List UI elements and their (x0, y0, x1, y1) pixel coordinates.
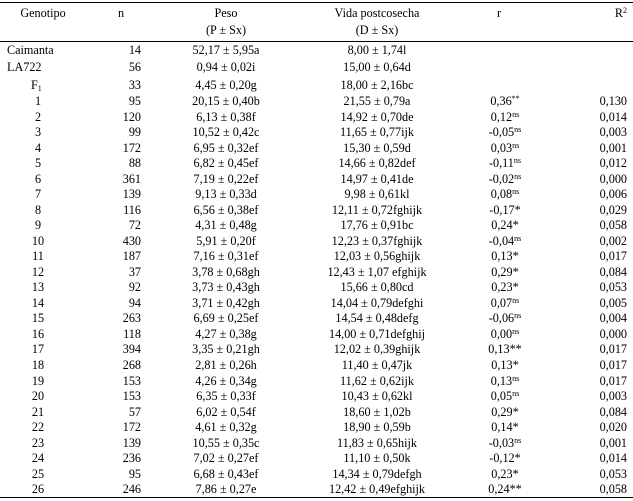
r2-cell: 0,000 (599, 326, 627, 341)
r-value: -0,06 (488, 311, 515, 326)
n-cell: 33 (128, 77, 141, 92)
r2-cell: 0,053 (599, 466, 627, 481)
significance-marker: ns (514, 125, 522, 135)
r2-cell: 0,000 (599, 171, 627, 186)
n-cell: 116 (123, 202, 141, 217)
significance-marker: ns (512, 389, 520, 399)
vida-cell: 17,76 ± 0,91bc (340, 218, 414, 233)
vida-cell: 9,98 ± 0,61kl (344, 187, 410, 202)
r-value: 0,05 (490, 389, 513, 404)
n-cell: 56 (128, 60, 141, 75)
r-value: -0,02 (488, 171, 515, 186)
vida-cell: 14,54 ± 0,48defg (335, 311, 419, 326)
vida-cell: 14,34 ± 0,79defgh (332, 466, 422, 481)
n-cell: 72 (128, 218, 141, 233)
peso-cell: 9,13 ± 0,33d (195, 187, 257, 202)
vida-cell: 18,90 ± 0,59b (343, 420, 411, 435)
n-cell: 37 (128, 264, 141, 279)
genotipo-cell: 8 (34, 202, 42, 217)
r-value: 0,13 (490, 373, 513, 388)
n-cell: 99 (128, 125, 141, 140)
n-cell: 139 (122, 187, 141, 202)
r2-cell: 0,029 (599, 202, 627, 217)
genotipo-cell: 10 (31, 233, 45, 248)
vida-cell: 14,97 ± 0,41de (340, 171, 414, 186)
r2-cell: 0,084 (599, 404, 627, 419)
peso-cell: 7,16 ± 0,31ef (193, 249, 259, 264)
peso-cell: 4,31 ± 0,48g (195, 218, 257, 233)
r2-cell: 0,012 (599, 156, 627, 171)
n-cell: 14 (128, 43, 141, 57)
n-cell: 263 (122, 311, 141, 326)
vida-cell: 12,03 ± 0,56ghijk (333, 249, 421, 264)
genotipo-cell: 6 (34, 171, 42, 186)
significance-marker: ns (512, 373, 520, 383)
r2-cell: 0,003 (599, 389, 627, 404)
significance-marker: ns (514, 311, 522, 321)
r2-cell: 0,053 (599, 280, 627, 295)
r-value: 0,08 (490, 187, 513, 202)
r-value: 0,23* (491, 466, 519, 481)
r-value: 0,24** (488, 482, 522, 497)
vida-cell: 21,55 ± 0,79a (343, 94, 411, 108)
vida-cell: 11,62 ± 0,62ijk (340, 373, 414, 388)
n-cell: 139 (122, 435, 141, 450)
vida-cell: 12,11 ± 0,72fghijk (331, 202, 423, 217)
r-value: -0,03 (488, 435, 515, 450)
genotipo-cell: 20 (31, 389, 45, 404)
n-cell: 57 (128, 404, 141, 419)
r2-cell: 0,003 (599, 125, 627, 140)
peso-cell: 10,52 ± 0,42c (192, 125, 260, 140)
n-cell: 95 (128, 94, 141, 108)
significance-marker: ns (514, 171, 522, 181)
r-value: 0,07 (490, 295, 513, 310)
r-value: 0,23* (491, 280, 519, 295)
significance-marker: ns (513, 156, 522, 166)
vida-cell: 11,10 ± 0,50k (343, 451, 411, 466)
vida-cell: 12,02 ± 0,39ghijk (333, 342, 421, 357)
genotipo-cell: 7 (34, 187, 42, 202)
r2-cell: 0,002 (599, 233, 627, 248)
peso-cell: 52,17 ± 5,95a (192, 43, 260, 57)
peso-cell: 7,02 ± 0,27ef (193, 451, 259, 466)
genotipo-cell: 26 (31, 482, 45, 497)
genotipo-cell: 11 (32, 249, 44, 264)
genotipo-cell: LA722 (7, 60, 42, 75)
r-value: -0,12* (489, 451, 521, 466)
genotipo-cell: 2 (34, 109, 42, 124)
peso-cell: 6,35 ± 0,33f (196, 389, 256, 404)
peso-cell: 7,86 ± 0,27e (195, 482, 257, 497)
r-value: 0,13* (491, 358, 519, 372)
significance-marker: ns (512, 140, 520, 150)
header-r2: $R^2$ (614, 6, 627, 20)
genotipo-cell: 25 (31, 466, 45, 481)
vida-cell: 14,00 ± 0,71defghij (328, 326, 426, 341)
vida-cell: 15,00 ± 0,64d (343, 60, 411, 75)
peso-cell: 2,81 ± 0,26h (195, 358, 257, 372)
significance-marker: ns (512, 109, 520, 119)
r-value: 0,13* (491, 249, 519, 264)
r-value: 0,29* (491, 264, 519, 279)
r-value: -0,11 (488, 156, 514, 171)
n-cell: 246 (122, 482, 141, 497)
vida-cell: 18,60 ± 1,02b (343, 404, 411, 419)
vida-cell: 11,65 ± 0,77ijk (340, 125, 414, 140)
peso-cell: 3,78 ± 0,68gh (192, 264, 260, 279)
peso-cell: 6,68 ± 0,43ef (193, 466, 259, 481)
header-vida-sub: (D ± Sx) (355, 23, 399, 37)
r2-cell: 0,058 (599, 218, 627, 233)
vida-cell: 12,23 ± 0,37fghijk (331, 233, 423, 248)
header-rule (0, 41, 633, 42)
r-value: 0,13** (488, 342, 522, 357)
r-value: -0,17* (489, 202, 521, 217)
n-cell: 88 (128, 156, 141, 171)
n-cell: 236 (122, 451, 141, 466)
n-cell: 94 (128, 295, 141, 310)
r-value: 0,36 (490, 94, 512, 108)
vida-cell: 8,00 ± 1,74l (347, 43, 407, 57)
r2-cell: 0,005 (599, 295, 627, 310)
peso-cell: 6,95 ± 0,32ef (193, 140, 259, 155)
peso-cell: 10,55 ± 0,35c (192, 435, 260, 450)
genotipo-cell: 12 (31, 264, 45, 279)
r-value: 0,12 (490, 109, 513, 124)
genotipo-cell: 21 (31, 404, 45, 419)
genotipo-cell: 17 (31, 342, 45, 357)
n-cell: 92 (128, 280, 141, 295)
header-peso: Peso (214, 6, 238, 20)
peso-cell: 4,26 ± 0,34g (195, 373, 257, 388)
vida-cell: 15,66 ± 0,80cd (340, 280, 414, 295)
r-value: 0,14* (491, 420, 519, 435)
peso-cell: 4,45 ± 0,20g (195, 77, 257, 92)
vida-cell: 14,04 ± 0,79defghi (330, 295, 424, 310)
genotipo-cell: 22 (31, 420, 45, 435)
significance-marker: ** (511, 94, 520, 103)
genotipo-cell: 5 (34, 156, 42, 171)
vida-cell: 10,43 ± 0,62kl (341, 389, 413, 404)
r-value: 0,03 (490, 140, 513, 155)
n-cell: 172 (122, 140, 141, 155)
peso-cell: 3,73 ± 0,43gh (192, 280, 260, 295)
vida-cell: 11,40 ± 0,47jk (341, 358, 413, 372)
header-n: n (117, 6, 125, 20)
genotipo-subscript: 1 (37, 83, 42, 93)
vida-cell: 18,00 ± 2,16bc (340, 77, 414, 92)
n-cell: 153 (122, 389, 141, 404)
n-cell: 172 (122, 420, 141, 435)
genotipo-cell: Caimanta (7, 43, 54, 57)
r2-cell: 0,017 (599, 373, 627, 388)
significance-marker: ns (512, 187, 520, 197)
genotipo-cell: 16 (31, 326, 45, 341)
genotipo-cell: 19 (31, 373, 45, 388)
n-cell: 394 (122, 342, 141, 357)
vida-cell: 11,83 ± 0,65hijk (336, 435, 418, 450)
r2-cell: 0,020 (599, 420, 627, 435)
r-value: 0,29* (491, 404, 519, 419)
genotipo-cell: 9 (34, 218, 42, 233)
significance-marker: ns (512, 326, 520, 336)
top-rule (0, 2, 633, 3)
r2-cell: 0,014 (599, 109, 627, 124)
r2-cell: 0,004 (599, 311, 627, 326)
r-value: -0,05 (488, 125, 515, 140)
header-vida: Vida postcosecha (334, 6, 420, 20)
genotipo-cell: 4 (34, 140, 42, 155)
r2-cell: 0,058 (599, 482, 627, 497)
genotipo-cell (31, 77, 42, 94)
genotipo-cell: 23 (31, 435, 45, 450)
peso-cell: 6,13 ± 0,38f (196, 109, 256, 124)
genotipo-base: F (31, 77, 38, 92)
n-cell: 95 (128, 466, 141, 481)
peso-cell: 20,15 ± 0,40b (192, 94, 260, 108)
bottom-rule (0, 497, 633, 498)
n-cell: 187 (122, 249, 141, 264)
genotipo-cell: 3 (34, 125, 42, 140)
genotipo-cell: 14 (31, 295, 45, 310)
n-cell: 268 (122, 358, 141, 372)
peso-cell: 4,27 ± 0,38g (195, 326, 257, 341)
vida-cell: 12,42 ± 0,49efghijk (328, 482, 426, 497)
r2-cell: 0,130 (599, 94, 627, 108)
genotipo-cell: 15 (31, 311, 45, 326)
vida-cell: 15,30 ± 0,59d (343, 140, 411, 155)
peso-cell: 3,71 ± 0,42gh (192, 295, 260, 310)
peso-cell: 6,02 ± 0,54f (196, 404, 256, 419)
genotipo-cell: 24 (31, 451, 45, 466)
n-cell: 120 (122, 109, 141, 124)
peso-cell: 6,69 ± 0,25ef (193, 311, 259, 326)
header-r: r (496, 6, 502, 20)
significance-marker: ns (514, 435, 522, 445)
n-cell: 430 (122, 233, 141, 248)
peso-cell: 7,19 ± 0,22ef (193, 171, 259, 186)
r2-cell: 0,017 (599, 342, 627, 357)
genotipo-cell: 1 (34, 94, 42, 108)
peso-cell: 6,82 ± 0,45ef (193, 156, 259, 171)
r-value: 0,24* (491, 218, 519, 233)
r-value: -0,04 (488, 233, 515, 248)
r2-cell: 0,001 (599, 435, 627, 450)
genotipo-cell: 13 (31, 280, 45, 295)
vida-cell: 12,43 ± 1,07 efghijk (327, 264, 427, 279)
genotipo-cell: 18 (31, 358, 45, 372)
significance-marker: ns (512, 295, 520, 305)
peso-cell: 6,56 ± 0,38ef (193, 202, 259, 217)
peso-cell: 3,35 ± 0,21gh (192, 342, 260, 357)
r2-cell: 0,017 (599, 358, 627, 372)
n-cell: 361 (122, 171, 141, 186)
vida-cell: 14,92 ± 0,70de (340, 109, 414, 124)
r2-cell: 0,001 (599, 140, 627, 155)
r2-cell: 0,006 (599, 187, 627, 202)
r-value: 0,00 (490, 326, 513, 341)
r2-cell: 0,017 (599, 249, 627, 264)
header-peso-sub: (P ± Sx) (205, 23, 247, 37)
header-genotipo: Genotipo (20, 6, 66, 20)
peso-cell: 0,94 ± 0,02i (196, 60, 256, 75)
n-cell: 118 (123, 326, 141, 341)
r2-cell: 0,014 (599, 451, 627, 466)
peso-cell: 4,61 ± 0,32g (195, 420, 257, 435)
vida-cell: 14,66 ± 0,82def (338, 156, 416, 171)
r2-cell: 0,084 (599, 264, 627, 279)
n-cell: 153 (122, 373, 141, 388)
significance-marker: ns (514, 233, 522, 243)
peso-cell: 5,91 ± 0,20f (196, 233, 256, 248)
